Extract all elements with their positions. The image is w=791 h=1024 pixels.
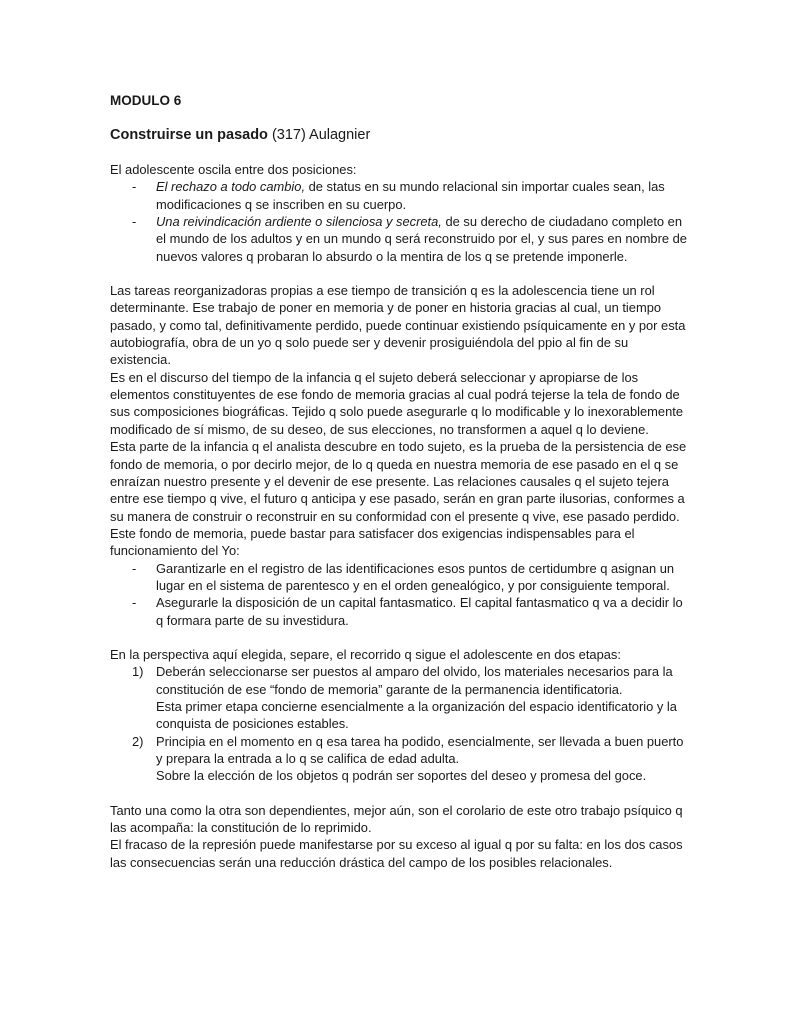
requirements-list	[110, 560, 690, 629]
list-item	[110, 178, 690, 213]
stages-intro: En la perspectiva aquí elegida, separe, el recorrido q sigue el adolescente en dos etapas:	[110, 646, 621, 662]
body-paragraph: Es en el discurso del tiempo de la infancia q el sujeto deberá seleccionar y apropiarse de los elementos constituyentes de ese fondo de memoria gracias al cual podrá tejerse la tela de fondo de sus composiciones biográficas. Tejido q solo puede asegurarle q lo modificable y lo inexorablemente modificado de sí mismo, de su deseo, de sus elecciones, no transformen a aquel q lo deviene.	[110, 369, 684, 437]
stage-note: Esta primer etapa concierne esencialmente a la organización del espacio identificatorio y la conquista de posiciones estables.	[156, 698, 677, 732]
body-paragraph: Esta parte de la infancia q el analista descubre en todo sujeto, es la prueba de la persistencia de ese fondo de memoria, o por decirlo mejor, de lo q queda en nuestra memoria de ese pasado en el q se enraízan nuestro presente y el devenir de ese presente. Las relaciones causales q el sujeto tejera entre ese tiempo q vive, el futuro q anticipa y ese pasado, serán en gran parte ilusorias, conformes a su manera de construir o reconstruir en su conformidad con el presente q vive, ese pasado perdido.	[110, 439, 687, 524]
stages-list	[110, 663, 690, 784]
number-marker: 1)	[132, 664, 144, 680]
section-heading	[110, 126, 690, 145]
closing-paragraph: El fracaso de la represión puede manifestarse por su exceso al igual q por su falta: en los dos casos las consecuencias serán una reducción drástica del campo de los posibles relacionales.	[110, 837, 683, 870]
requirement-text: Garantizarle en el registro de las identificaciones esos puntos de certidumbre q asignan un lugar en el sistema de parentesco y en el orden genealógico, y por consiguiente temporal.	[156, 560, 675, 593]
requirement-text: Asegurarle la disposición de un capital fantasmatico. El capital fantasmatico q va a decidir lo q formara parte de su investidura.	[156, 595, 683, 628]
position-text: de su derecho de ciudadano completo en el mundo de los adultos y en un mundo q será reconstruido por el, y sus pares en nombre de nuevos valores q probaran lo absurdo o la mentira de los q se pretende imponerle.	[156, 214, 687, 264]
list-item	[110, 560, 690, 595]
body-paragraph: Este fondo de memoria, puede bastar para satisfacer dos exigencias indispensables para el funcionamiento del Yo:	[110, 525, 635, 559]
list-item	[110, 594, 690, 629]
positions-list	[110, 178, 690, 265]
list-item	[110, 733, 690, 785]
position-italic: El rechazo a todo cambio,	[156, 179, 306, 195]
stage-note: Sobre la elección de los objetos q podrán ser soportes del deseo y promesa del goce.	[156, 768, 647, 784]
module-title: MODULO 6	[110, 93, 182, 108]
stage-text: Deberán seleccionarse ser puestos al amparo del olvido, los materiales necesarios para la constitución de ese “fondo de memoria” garante de la permanencia identificatoria.	[156, 664, 673, 697]
closing-paragraph: Tanto una como la otra son dependientes, mejor aún, son el corolario de este otro trabajo psíquico q las acompaña: la constitución de lo reprimido.	[110, 802, 683, 836]
section-heading-rest: (317) Aulagnier	[267, 127, 371, 143]
dash-marker: -	[132, 214, 137, 230]
section-heading-bold: Construirse un pasado	[110, 127, 268, 143]
body-paragraph: Las tareas reorganizadoras propias a ese tiempo de transición q es la adolescencia tiene un rol determinante. Ese trabajo de poner en memoria y de poner en historia gracias al cual, un tiempo pasado, y como tal, definitivamente perdido, puede continuar existiendo psíquicamente en y por esta autobiografía, obra de un yo q solo puede ser y devenir prosiguiéndola del ppio al fin de su existencia.	[110, 283, 686, 368]
dash-marker: -	[132, 560, 137, 576]
number-marker: 2)	[132, 733, 144, 749]
stage-text: Principia en el momento en q esa tarea ha podido, esencialmente, ser llevada a buen puerto y prepara la entrada a lo q se califica de edad adulta.	[156, 733, 684, 766]
dash-marker: -	[132, 595, 137, 611]
list-item	[110, 663, 690, 732]
dash-marker: -	[132, 179, 137, 195]
position-text: de status en su mundo relacional sin importar cuales sean, las modificaciones q se inscriben en su cuerpo.	[156, 179, 665, 212]
list-item	[110, 213, 690, 265]
intro-paragraph: El adolescente oscila entre dos posiciones:	[110, 162, 357, 177]
document-body	[110, 92, 690, 871]
position-italic: Una reivindicación ardiente o silenciosa y secreta,	[156, 214, 442, 230]
